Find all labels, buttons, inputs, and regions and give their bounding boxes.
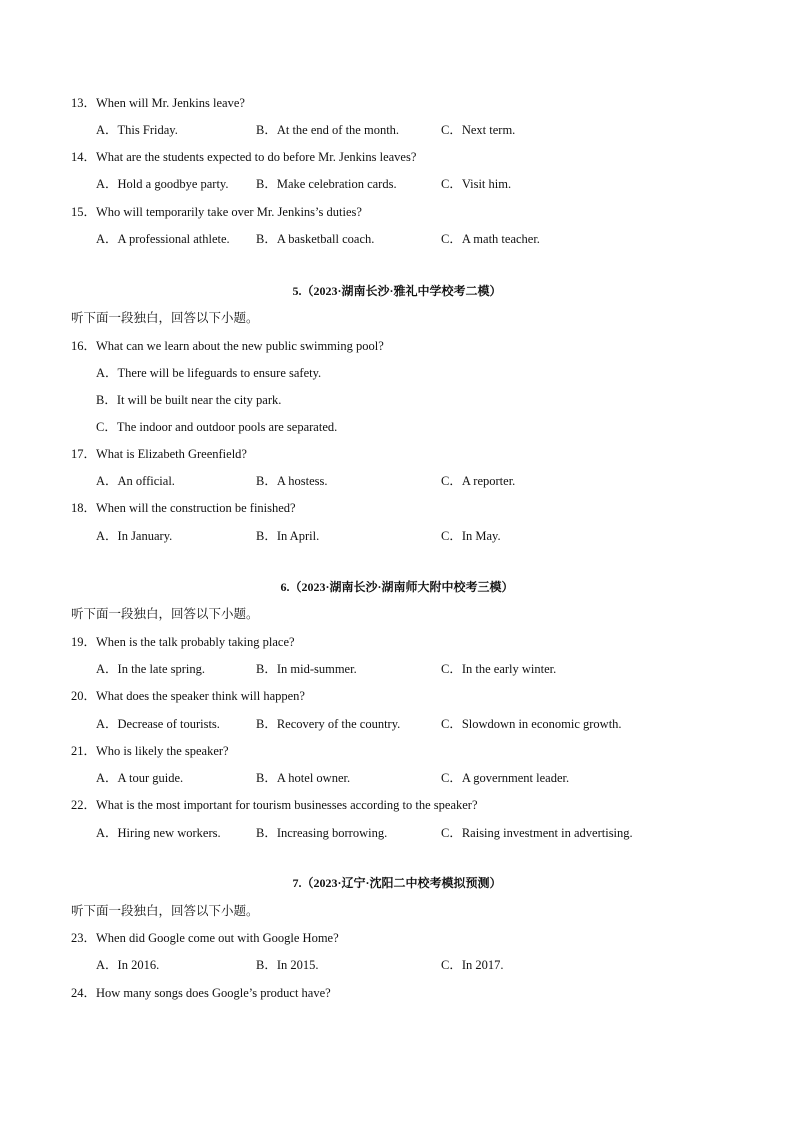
question-17: 17．What is Elizabeth Greenfield? [71,447,247,461]
options-row-21 [96,771,716,787]
question-21: 21．Who is likely the speaker? [71,744,229,758]
option-22-b: B．Increasing borrowing. [256,826,388,840]
section-6-title: 6.（2023·湖南长沙·湖南师大附中校考三模） [280,580,514,594]
option-15-c: C．A math teacher. [441,232,540,246]
option-19-c: C．In the early winter. [441,662,557,676]
option-17-a: A．An official. [96,474,175,488]
options-row-13 [96,123,716,139]
option-23-c: C．In 2017. [441,958,504,972]
question-14: 14．What are the students expected to do before Mr. Jenkins leaves? [71,150,417,164]
option-20-c: C．Slowdown in economic growth. [441,717,622,731]
options-row-20 [96,717,716,733]
option-15-b: B．A basketball coach. [256,232,375,246]
option-22-a: A．Hiring new workers. [96,826,221,840]
option-14-a: A．Hold a goodbye party. [96,177,229,191]
option-19-b: B．In mid-summer. [256,662,357,676]
option-18-a: A．In January. [96,529,173,543]
option-16-b: B．It will be built near the city park. [96,393,282,407]
options-row-18 [96,529,716,545]
question-15: 15．Who will temporarily take over Mr. Jenkins’s duties? [71,205,362,219]
options-row-17 [96,474,716,490]
option-18-c: C．In May. [441,529,501,543]
option-22-c: C．Raising investment in advertising. [441,826,633,840]
options-row-14 [96,177,716,193]
option-23-b: B．In 2015. [256,958,319,972]
option-21-b: B．A hotel owner. [256,771,351,785]
question-20: 20．What does the speaker think will happen? [71,689,305,703]
option-13-b: B．At the end of the month. [256,123,400,137]
option-14-b: B．Make celebration cards. [256,177,397,191]
options-row-15 [96,232,716,248]
question-13: 13．When will Mr. Jenkins leave? [71,96,245,110]
question-19: 19．When is the talk probably taking place? [71,635,295,649]
question-22: 22．What is the most important for tourism businesses according to the speaker? [71,798,478,812]
question-16: 16．What can we learn about the new public swimming pool? [71,339,384,353]
option-21-a: A．A tour guide. [96,771,184,785]
option-13-a: A．This Friday. [96,123,178,137]
option-14-c: C．Visit him. [441,177,512,191]
option-15-a: A．A professional athlete. [96,232,230,246]
section-5-title: 5.（2023·湖南长沙·雅礼中学校考二模） [292,284,502,298]
options-row-23 [96,958,716,974]
option-20-b: B．Recovery of the country. [256,717,401,731]
question-24: 24．How many songs does Google’s product have? [71,986,331,1000]
section-6-instruction: 听下面一段独白，回答以下小题。 [71,607,259,621]
option-23-a: A．In 2016. [96,958,160,972]
option-19-a: A．In the late spring. [96,662,206,676]
options-row-19 [96,662,716,678]
option-17-b: B．A hostess. [256,474,328,488]
option-18-b: B．In April. [256,529,320,543]
option-21-c: C．A government leader. [441,771,570,785]
option-13-c: C．Next term. [441,123,516,137]
question-18: 18．When will the construction be finished? [71,501,296,515]
option-16-c: C．The indoor and outdoor pools are separated. [96,420,338,434]
option-17-c: C．A reporter. [441,474,516,488]
section-7-title: 7.（2023·辽宁·沈阳二中校考模拟预测） [292,876,502,890]
section-7-instruction: 听下面一段独白，回答以下小题。 [71,904,259,918]
options-row-22 [96,826,716,842]
option-16-a: A．There will be lifeguards to ensure safety. [96,366,322,380]
question-23: 23．When did Google come out with Google Home? [71,931,339,945]
section-5-instruction: 听下面一段独白，回答以下小题。 [71,311,259,325]
option-20-a: A．Decrease of tourists. [96,717,220,731]
